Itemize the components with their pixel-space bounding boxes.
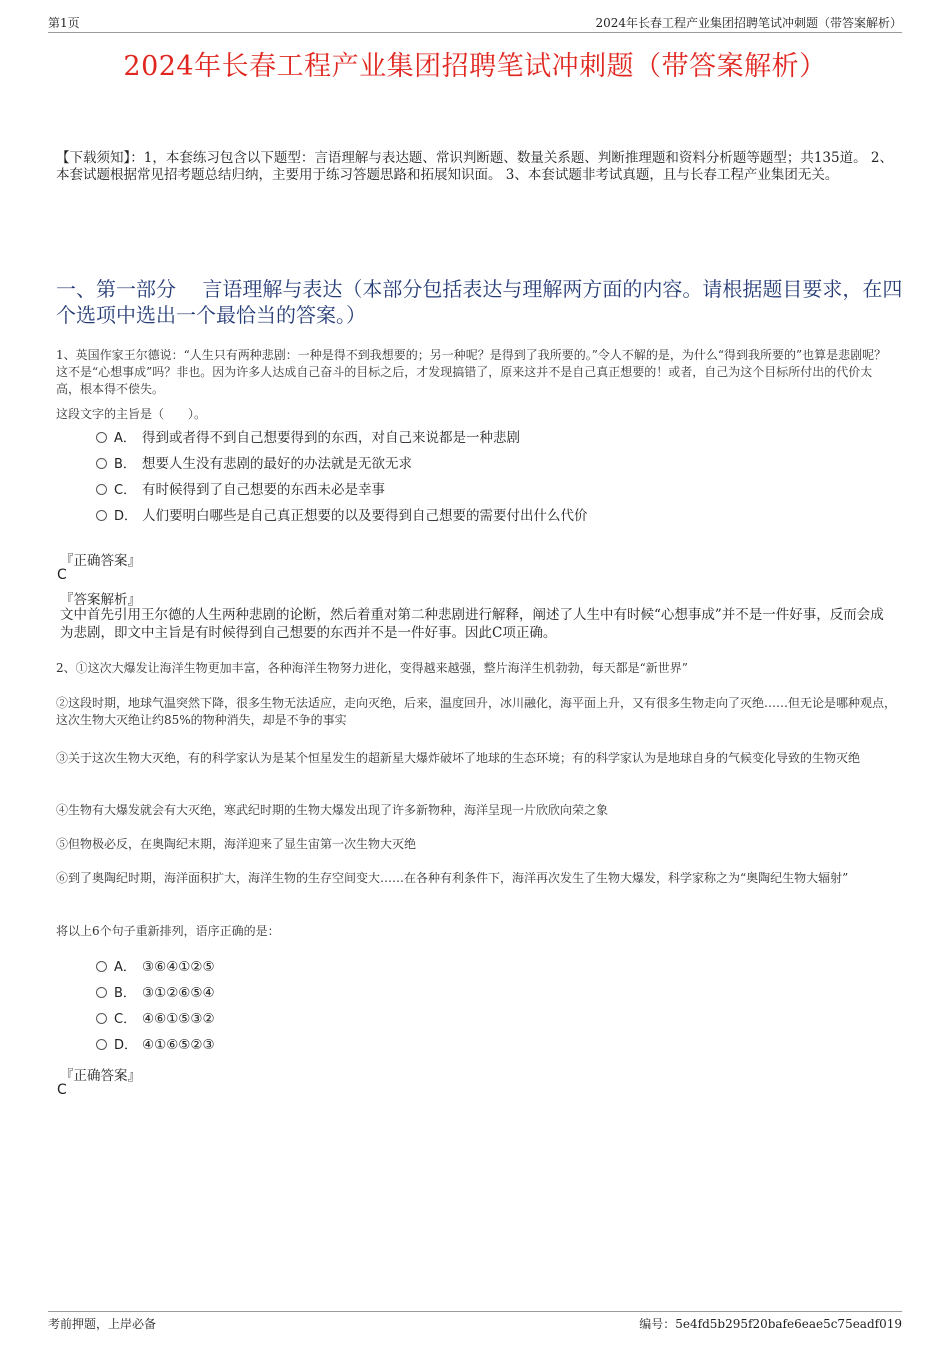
q2-stem: 将以上6个句子重新排列，语序正确的是： xyxy=(56,924,280,938)
option-letter: A． xyxy=(114,431,136,446)
option-text: 人们要明白哪些是自己真正想要的以及要得到自己想要的需要付出什么代价 xyxy=(142,508,588,524)
radio-icon[interactable] xyxy=(96,510,107,521)
option-letter: B． xyxy=(114,986,136,1001)
page-number: 第1页 xyxy=(48,16,80,30)
radio-icon[interactable] xyxy=(96,458,107,469)
q2-option-a[interactable] xyxy=(96,957,215,977)
q2-sentence-3: ③关于这次生物大灭绝，有的科学家认为是某个恒星发生的超新星大爆炸破坏了地球的生态环境；有的科学家认为是地球自身的气候变化导致的生物灭绝 xyxy=(56,751,861,765)
q2-sentence-5: ⑤但物极必反，在奥陶纪末期，海洋迎来了显生宙第一次生物大灭绝 xyxy=(56,837,417,851)
q1-text: 1、英国作家王尔德说：“人生只有两种悲剧：一种是得不到我想要的；另一种呢？是得到了我所要的。”令人不解的是，为什么“得到我所要的”也算是悲剧呢？这不是“心想事成”吗？非也。因为许多人达成自己奋斗的目标之后，才发现搞错了，原来这并不是自己真正想要的！或者，自己为这个目标所付出的代价太高，根本得不偿失。 xyxy=(56,348,887,396)
q2-option-d[interactable] xyxy=(96,1035,215,1055)
q1-option-b[interactable] xyxy=(96,454,412,474)
header-doc-title: 2024年长春工程产业集团招聘笔试冲刺题（带答案解析） xyxy=(595,16,902,30)
option-letter: D． xyxy=(114,509,138,524)
q2-answer: C xyxy=(57,1082,67,1098)
option-letter: A． xyxy=(114,960,136,975)
q1-analysis-label: 『答案解析』 xyxy=(60,592,141,608)
footer-doc-id: 编号：5e4fd5b295f20bafe6eae5c75eadf019 xyxy=(639,1317,902,1331)
q1-option-d[interactable] xyxy=(96,506,588,526)
q2-sentence-2: ②这段时期，地球气温突然下降，很多生物无法适应，走向灭绝，后来，温度回升，冰川融化，海平面上升，又有很多生物走向了灭绝……但无论是哪种观点，这次生物大灭绝让约85%的物种消失，却是不争的事实 xyxy=(56,696,897,727)
download-notice: 【下载须知】：1，本套练习包含以下题型：言语理解与表达题、常识判断题、数量关系题、判断推理题和资料分析题等题型；共135道。 2、本套试题根据常见招考题总结归纳，主要用于练习答题思路和拓展知识面。 3、本套试题非考试真题，且与长春工程产业集团无关。 xyxy=(56,150,893,183)
q2-option-c[interactable] xyxy=(96,1009,215,1029)
section-heading: 一、第一部分 言语理解与表达（本部分包括表达与理解两方面的内容。请根据题目要求，在四个选项中选出一个最恰当的答案。） xyxy=(56,277,903,327)
option-text: ④①⑥⑤②③ xyxy=(142,1037,215,1053)
radio-icon[interactable] xyxy=(96,1013,107,1024)
option-text: ③①②⑥⑤④ xyxy=(142,985,215,1001)
page-footer xyxy=(48,1311,902,1331)
option-text: 有时候得到了自己想要的东西未必是幸事 xyxy=(142,482,385,498)
q2-sentence-6: ⑥到了奥陶纪时期，海洋面积扩大，海洋生物的生存空间变大……在各种有利条件下，海洋再次发生了生物大爆发，科学家称之为“奥陶纪生物大辐射” xyxy=(56,871,849,885)
option-text: 想要人生没有悲剧的最好的办法就是无欲无求 xyxy=(142,456,412,472)
option-text: ④⑥①⑤③② xyxy=(142,1011,215,1027)
option-letter: B． xyxy=(114,457,136,472)
q1-option-a[interactable] xyxy=(96,428,520,448)
option-letter: C． xyxy=(114,1012,137,1027)
radio-icon[interactable] xyxy=(96,961,107,972)
page-header xyxy=(48,14,902,33)
q1-answer-label: 『正确答案』 xyxy=(60,553,141,569)
document-title: 2024年长春工程产业集团招聘笔试冲刺题（带答案解析） xyxy=(123,51,827,82)
radio-icon[interactable] xyxy=(96,432,107,443)
footer-slogan: 考前押题，上岸必备 xyxy=(48,1317,157,1331)
option-letter: D． xyxy=(114,1038,138,1053)
radio-icon[interactable] xyxy=(96,1039,107,1050)
q2-answer-label: 『正确答案』 xyxy=(60,1068,141,1084)
option-text: ③⑥④①②⑤ xyxy=(142,959,215,975)
option-letter: C． xyxy=(114,483,137,498)
q1-option-c[interactable] xyxy=(96,480,385,500)
radio-icon[interactable] xyxy=(96,484,107,495)
q1-stem: 这段文字的主旨是（ ）。 xyxy=(56,407,207,421)
q2-sentence-4: ④生物有大爆发就会有大灭绝，寒武纪时期的生物大爆发出现了许多新物种，海洋呈现一片欣欣向荣之象 xyxy=(56,803,609,817)
q1-analysis: 文中首先引用王尔德的人生两种悲剧的论断，然后着重对第二种悲剧进行解释，阐述了人生中有时候“心想事成”并不是一件好事，反而会成为悲剧，即文中主旨是有时候得到自己想要的东西并不是一件好事。因此C项正确。 xyxy=(60,607,884,641)
radio-icon[interactable] xyxy=(96,987,107,998)
option-text: 得到或者得不到自己想要得到的东西，对自己来说都是一种悲剧 xyxy=(142,430,520,446)
q2-option-b[interactable] xyxy=(96,983,215,1003)
q2-sentence-1: 2、①这次大爆发让海洋生物更加丰富，各种海洋生物努力进化，变得越来越强，整片海洋生机勃勃，每天都是“新世界” xyxy=(56,661,688,675)
q1-answer: C xyxy=(57,567,67,583)
